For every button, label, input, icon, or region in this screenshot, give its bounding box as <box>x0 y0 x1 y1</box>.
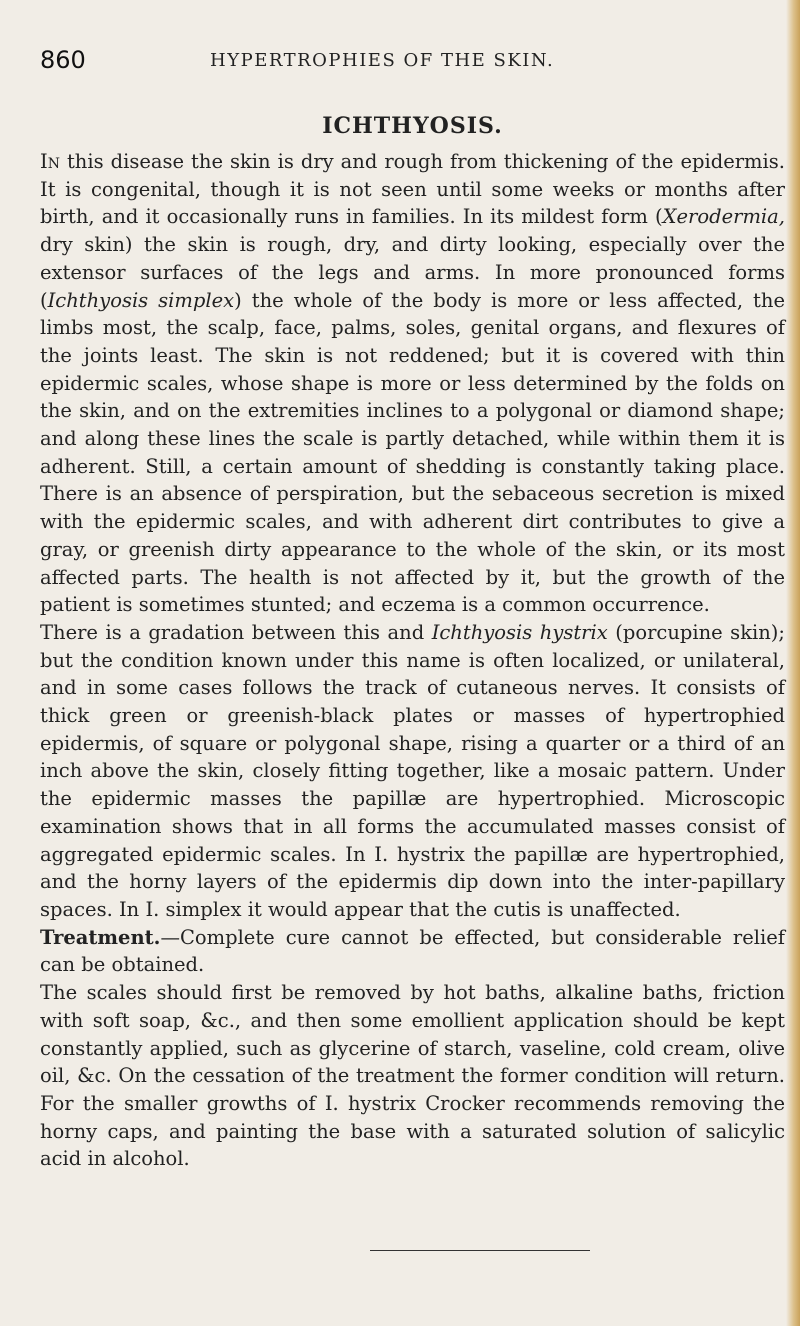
initial-word: In <box>40 150 60 173</box>
running-head: HYPERTROPHIES OF THE SKIN. <box>210 50 555 71</box>
text-run: (porcupine skin); but the condition known under this name is often localized, or unilateral, and in some cases follows the track of cutaneous nerves. It consists of thick green or greenish-black plates or masses of hypertrophied epidermis, of square or polygonal shape, rising a quarter or a third of an inch above the skin, closely fitting together, like a mosaic pattern. Under the epidermic masses the papillæ are hypertrophied. Microscopic examination shows that in all forms the accumulated masses consist of aggregated epidermic scales. In I. hystrix the papillæ are hypertrophied, and the horny layers of the epidermis dip down into the inter-papillary spaces. In I. simplex it would appear that the cutis is unaffected. <box>40 620 785 921</box>
end-rule <box>370 1250 590 1251</box>
term-italic: Ichthyosis simplex <box>47 288 235 312</box>
section-title: ICHTHYOSIS. <box>322 113 503 139</box>
term-italic: Ichthyosis hystrix <box>431 620 608 644</box>
term-italic: Xerodermia, <box>662 205 785 229</box>
treatment-heading: Treatment. <box>40 925 161 949</box>
page-edge <box>786 0 800 1326</box>
page-header <box>40 46 785 74</box>
body-text <box>40 148 785 1173</box>
paragraph <box>40 924 785 979</box>
paragraph <box>40 619 785 924</box>
text-run: ) the whole of the body is more or less affected, the limbs most, the scalp, face, palms, soles, genital organs, and flexures of the joints least. The skin is not reddened; but it is covered with thin epidermic scales, whose shape is more or less determined by the folds on the skin, and on the extremities inclines to a polygonal or diamond shape; and along these lines the scale is partly detached, while within them it is adherent. Still, a certain amount of shedding is constantly taking place. There is an absence of perspiration, but the sebaceous secretion is mixed with the epidermic scales, and with adherent dirt contributes to give a gray, or greenish dirty appearance to the whole of the skin, or its most affected parts. The health is not affected by it, but the growth of the patient is sometimes stunted; and eczema is a common occurrence. <box>40 288 785 617</box>
text-run: There is a gradation between this and <box>40 620 432 644</box>
text-run: dry skin) the skin is rough, dry, and dirty looking, especially over the extensor surfaces of the legs and arms. In more pronounced forms ( <box>40 233 785 312</box>
text-run: The scales should first be removed by hot baths, alkaline baths, friction with soft soap, &c., and then some emollient application should be kept constantly applied, such as glycerine of starch, vaseline, cold cream, olive oil, &c. On the cessation of the treatment the former condition will return. For the smaller growths of I. hystrix Crocker recommends removing the horny caps, and painting the base with a saturated solution of salicylic acid in alcohol. <box>40 981 785 1171</box>
paragraph <box>40 148 785 619</box>
text-run: this disease the skin is dry and rough from thickening of the epidermis. It is congenital, though it is not seen until some weeks or months after birth, and it occasionally runs in families. In its mildest form ( <box>40 150 785 229</box>
paragraph <box>40 979 785 1173</box>
text-run: —Complete cure cannot be effected, but considerable relief can be obtained. <box>40 925 785 977</box>
page-number: 860 <box>40 46 86 74</box>
